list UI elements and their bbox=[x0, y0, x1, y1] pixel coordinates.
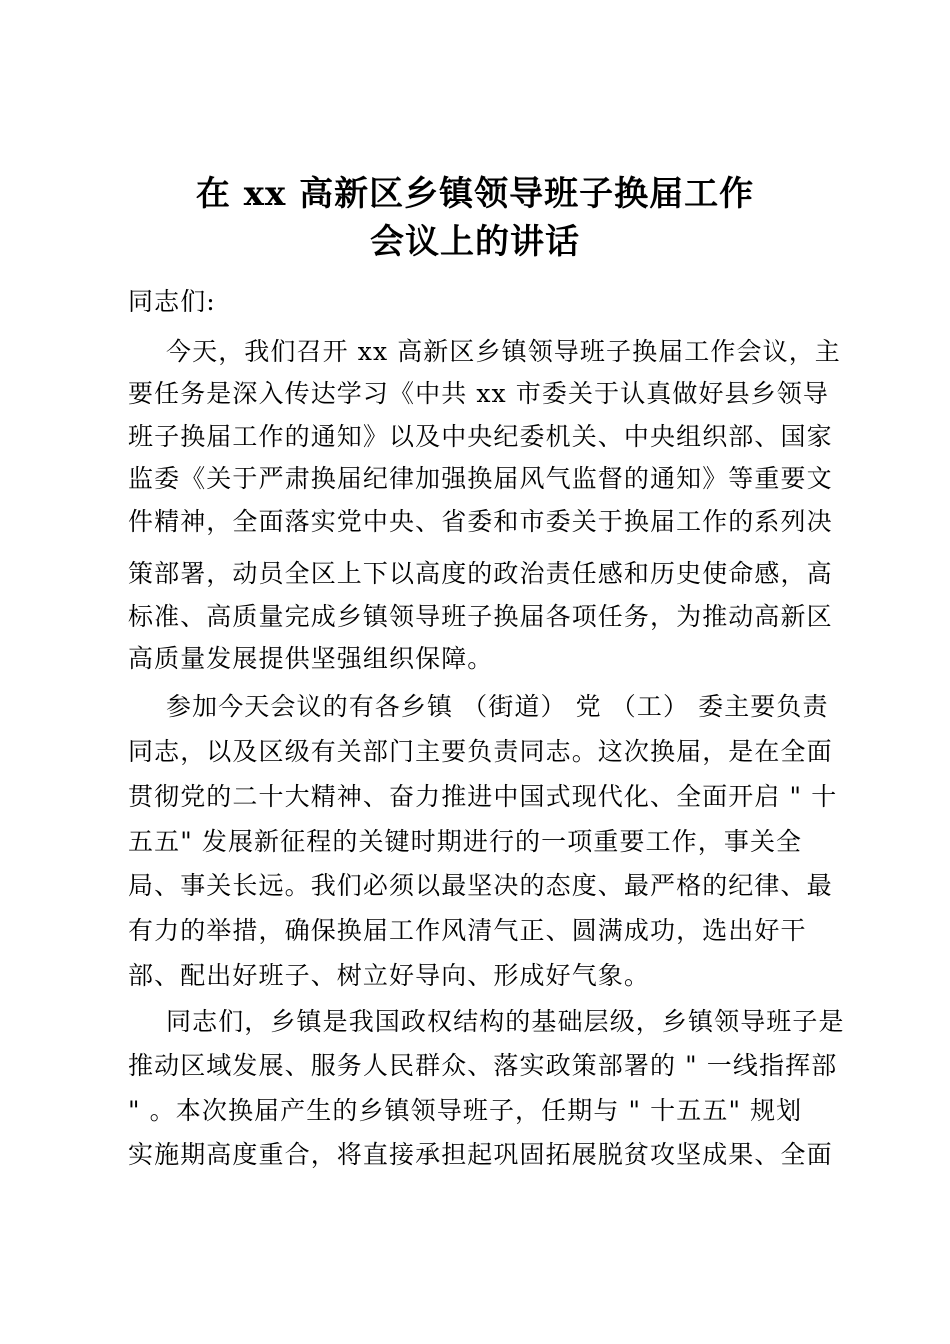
paragraph-2-line-5: 局、事关长远。我们必须以最坚决的态度、最严格的纪律、最 bbox=[128, 871, 833, 900]
document-title-line-1: 在 xx 高新区乡镇领导班子换届工作 bbox=[195, 174, 755, 214]
document-title-line-2: 会议上的讲话 bbox=[370, 222, 580, 262]
paragraph-2-line-7: 部、配出好班子、树立好导向、形成好气象。 bbox=[128, 961, 651, 990]
paragraph-2-line-6: 有力的举措，确保换届工作风清气正、圆满成功，选出好干 bbox=[128, 916, 807, 945]
paragraph-1-line-5: 件精神，全面落实党中央、省委和市委关于换届工作的系列决 bbox=[128, 507, 833, 536]
paragraph-3-line-3: " 。本次换届产生的乡镇领导班子，任期与 " 十五五" 规划 bbox=[128, 1096, 803, 1125]
paragraph-1-line-7: 标准、高质量完成乡镇领导班子换届各项任务，为推动高新区 bbox=[128, 602, 833, 631]
paragraph-1-line-1: 今天，我们召开 xx 高新区乡镇领导班子换届工作会议，主 bbox=[166, 337, 841, 366]
paragraph-2-line-1: 参加今天会议的有各乡镇 （街道） 党 （工） 委主要负责 bbox=[166, 692, 829, 721]
paragraph-1-line-3: 班子换届工作的通知》以及中央纪委机关、中央组织部、国家 bbox=[128, 422, 833, 451]
paragraph-3-line-4: 实施期高度重合，将直接承担起巩固拓展脱贫攻坚成果、全面 bbox=[128, 1140, 833, 1169]
paragraph-2-line-2: 同志，以及区级有关部门主要负责同志。这次换届，是在全面 bbox=[128, 737, 833, 766]
paragraph-3-line-1: 同志们，乡镇是我国政权结构的基础层级，乡镇领导班子是 bbox=[166, 1007, 845, 1036]
paragraph-1-line-2: 要任务是深入传达学习《中共 xx 市委关于认真做好县乡领导 bbox=[128, 379, 829, 408]
paragraph-3-line-2: 推动区域发展、服务人民群众、落实政策部署的 " 一线指挥部 bbox=[128, 1051, 838, 1080]
paragraph-2-line-3: 贯彻党的二十大精神、奋力推进中国式现代化、全面开启 " 十 bbox=[128, 782, 838, 811]
paragraph-2-line-4: 五五" 发展新征程的关键时期进行的一项重要工作，事关全 bbox=[128, 827, 803, 856]
salutation: 同志们: bbox=[128, 287, 216, 316]
paragraph-1-line-8: 高质量发展提供坚强组织保障。 bbox=[128, 644, 494, 673]
paragraph-1-line-4: 监委《关于严肃换届纪律加强换届风气监督的通知》等重要文 bbox=[128, 464, 833, 493]
paragraph-1-line-6: 策部署，动员全区上下以高度的政治责任感和历史使命感，高 bbox=[128, 559, 833, 588]
